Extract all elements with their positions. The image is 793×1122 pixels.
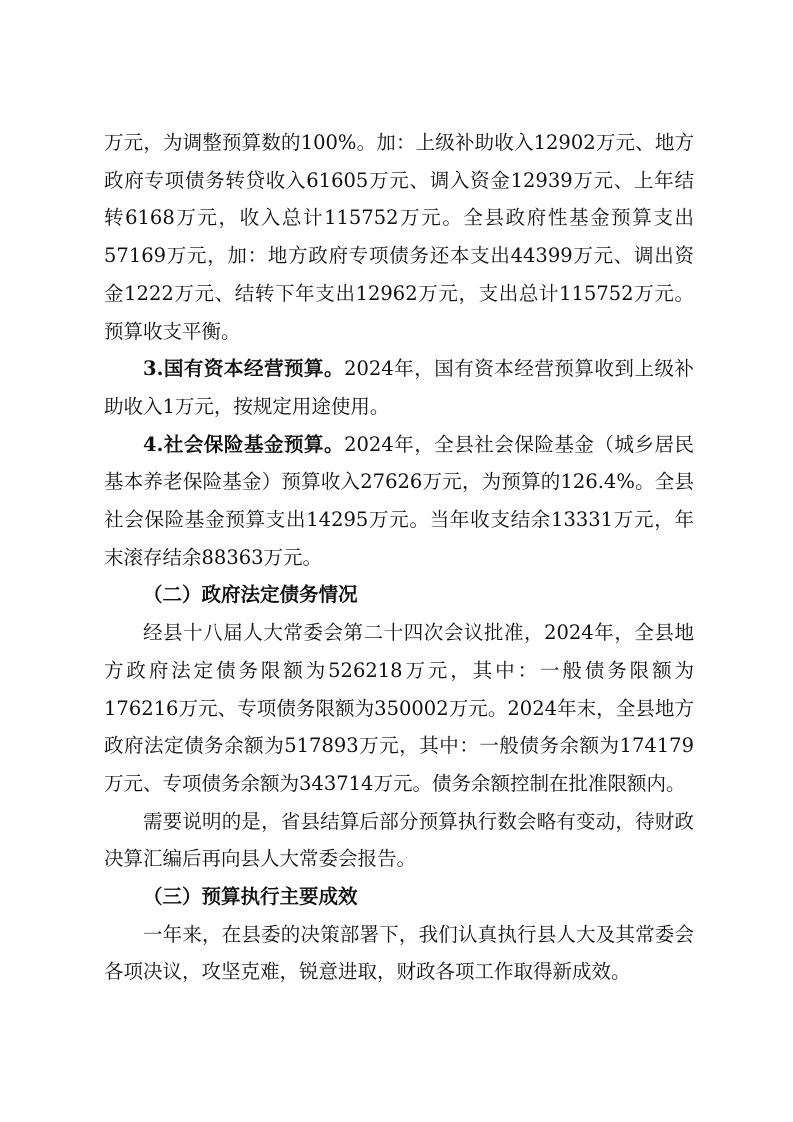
paragraph-text: 2024年，国有资本经营预算收到上级补助收入1万元，按规定用途使用。 <box>104 357 694 418</box>
paragraph-heading: 3.国有资本经营预算。 <box>143 357 345 381</box>
paragraph-state-capital-budget <box>104 350 694 425</box>
paragraph-results <box>104 916 694 991</box>
section-title-debt: （二）政府法定债务情况 <box>143 583 358 607</box>
paragraph-text: 一年来，在县委的决策部署下，我们认真执行县人大及其常委会各项决议，攻坚克难，锐意进取，财政各项工作取得新成效。 <box>104 922 694 984</box>
section-title-results: （三）预算执行主要成效 <box>143 885 358 909</box>
paragraph-text: 经县十八届人大常委会第二十四次会议批准，2024年，全县地方政府法定债务限额为526218万元，其中：一般债务限额为176216万元、专项债务限额为350002万元。2024年末，全县地方政府法定债务余额为517893万元，其中：一般债务余额为174179万元、专项债务余额为343714万元。债务余额控制在批准限额内。 <box>104 621 694 795</box>
paragraph-heading: 4.社会保险基金预算。 <box>143 432 345 456</box>
paragraph-social-insurance-budget <box>104 426 694 577</box>
paragraph-text: 需要说明的是，省县结算后部分预算执行数会略有变动，待财政决算汇编后再向县人大常委会报告。 <box>104 809 694 871</box>
paragraph-budget-balance <box>104 124 694 350</box>
paragraph-text: 万元，为调整预算数的100%。加：上级补助收入12902万元、地方政府专项债务转贷收入61605万元、调入资金12939万元、上年结转6168万元，收入总计115752万元。全县政府性基金预算支出57169万元，加：地方政府专项债务还本支出44399万元、调出资金1222万元、结转下年支出12962万元，支出总计115752万元。预算收支平衡。 <box>104 131 694 343</box>
paragraph-debt-status <box>104 614 694 803</box>
paragraph-text: 2024年，全县社会保险基金（城乡居民基本养老保险基金）预算收入27626万元，为预算的126.4%。全县社会保险基金预算支出14295万元。当年收支结余13331万元，年末滚存结余88363万元。 <box>104 432 694 569</box>
document-body <box>104 124 694 991</box>
paragraph-note <box>104 803 694 878</box>
